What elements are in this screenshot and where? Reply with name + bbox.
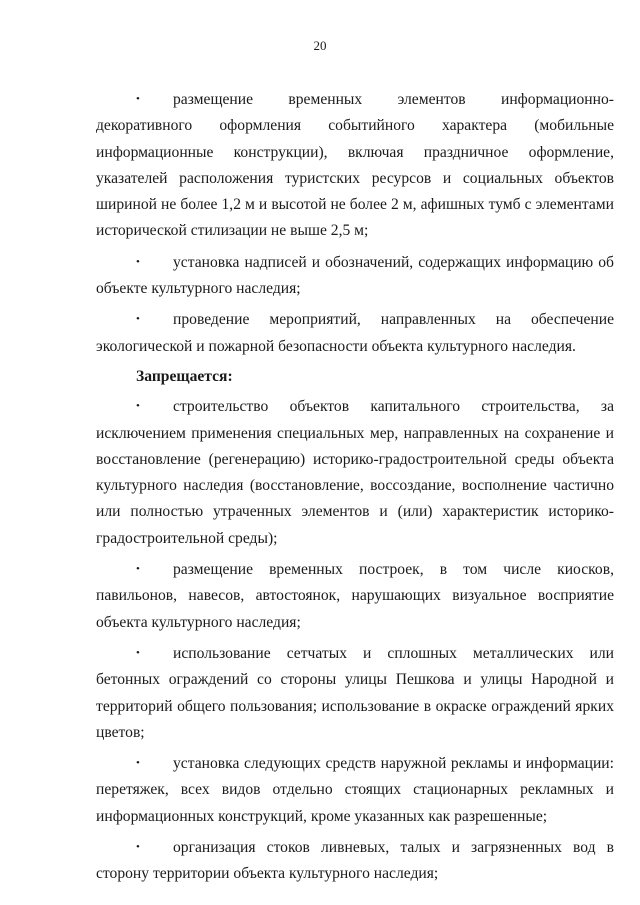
bullet-icon: • [136, 757, 140, 770]
list-item [96, 556, 614, 636]
list-item-text: проведение мероприятий, направленных на обеспечение экологической и пожарной безопасности объекта культурного наследия. [96, 311, 614, 355]
list-item-text: размещение временных построек, в том числе киосков, павильонов, навесов, автостоянок, нарушающих визуальное восприятие объекта культурного наследия; [96, 561, 614, 631]
bullet-icon: • [136, 400, 140, 413]
list-item [96, 393, 614, 552]
list-item [96, 306, 614, 360]
page-number: 20 [313, 38, 327, 53]
bullet-icon: • [136, 563, 140, 576]
list-item [96, 750, 614, 830]
bullet-icon: • [136, 255, 140, 268]
list-item-text: установка надписей и обозначений, содержащих информацию об объекте культурного наследия; [96, 253, 614, 298]
bullet-icon: • [136, 841, 140, 854]
list-item-text: размещение временных элементов информационно-декоративного оформления событийного характера (мобильные информационные конструкции), включая праздничное оформление, указателей расположения туристских ресурсов и социальных объектов шириной не более 1,2 м и высотой не более 2 м, афишных тумб с элементами исторической стилизации не выше 2,5 м; [96, 91, 614, 240]
document-body [96, 86, 614, 892]
list-item [96, 640, 614, 746]
list-item-text: использование сетчатых и сплошных металлических или бетонных ограждений со стороны улицы Пешкова и улицы Народной и территорий общего пользования; использование в окраске ограждений ярких цветов; [96, 644, 614, 741]
list-item-text: установка следующих средств наружной рекламы и информации: перетяжек, всех видов отдельно стоящих стационарных рекламных и информационных конструкций, кроме указанных как разрешенные; [96, 755, 614, 825]
bullet-icon: • [136, 93, 140, 105]
list-item [96, 86, 614, 245]
list-item-text: организация стоков ливневых, талых и загрязненных вод в сторону территории объекта культурного наследия; [96, 839, 614, 883]
bullet-icon: • [136, 313, 140, 326]
bullet-icon: • [136, 646, 140, 659]
list-item [96, 249, 614, 303]
list-item [96, 834, 614, 888]
list-item-text: строительство объектов капитального строительства, за исключением применения специальных мер, направленных на сохранение и восстановление (регенерацию) историко-градостроительной среды объекта культурного наследия (восстановление, воссоздание, восполнение частично или полностью утраченных элементов и (или) характеристик историко-градостроительной среды); [96, 398, 614, 547]
section-heading: Запрещается: [136, 367, 233, 385]
